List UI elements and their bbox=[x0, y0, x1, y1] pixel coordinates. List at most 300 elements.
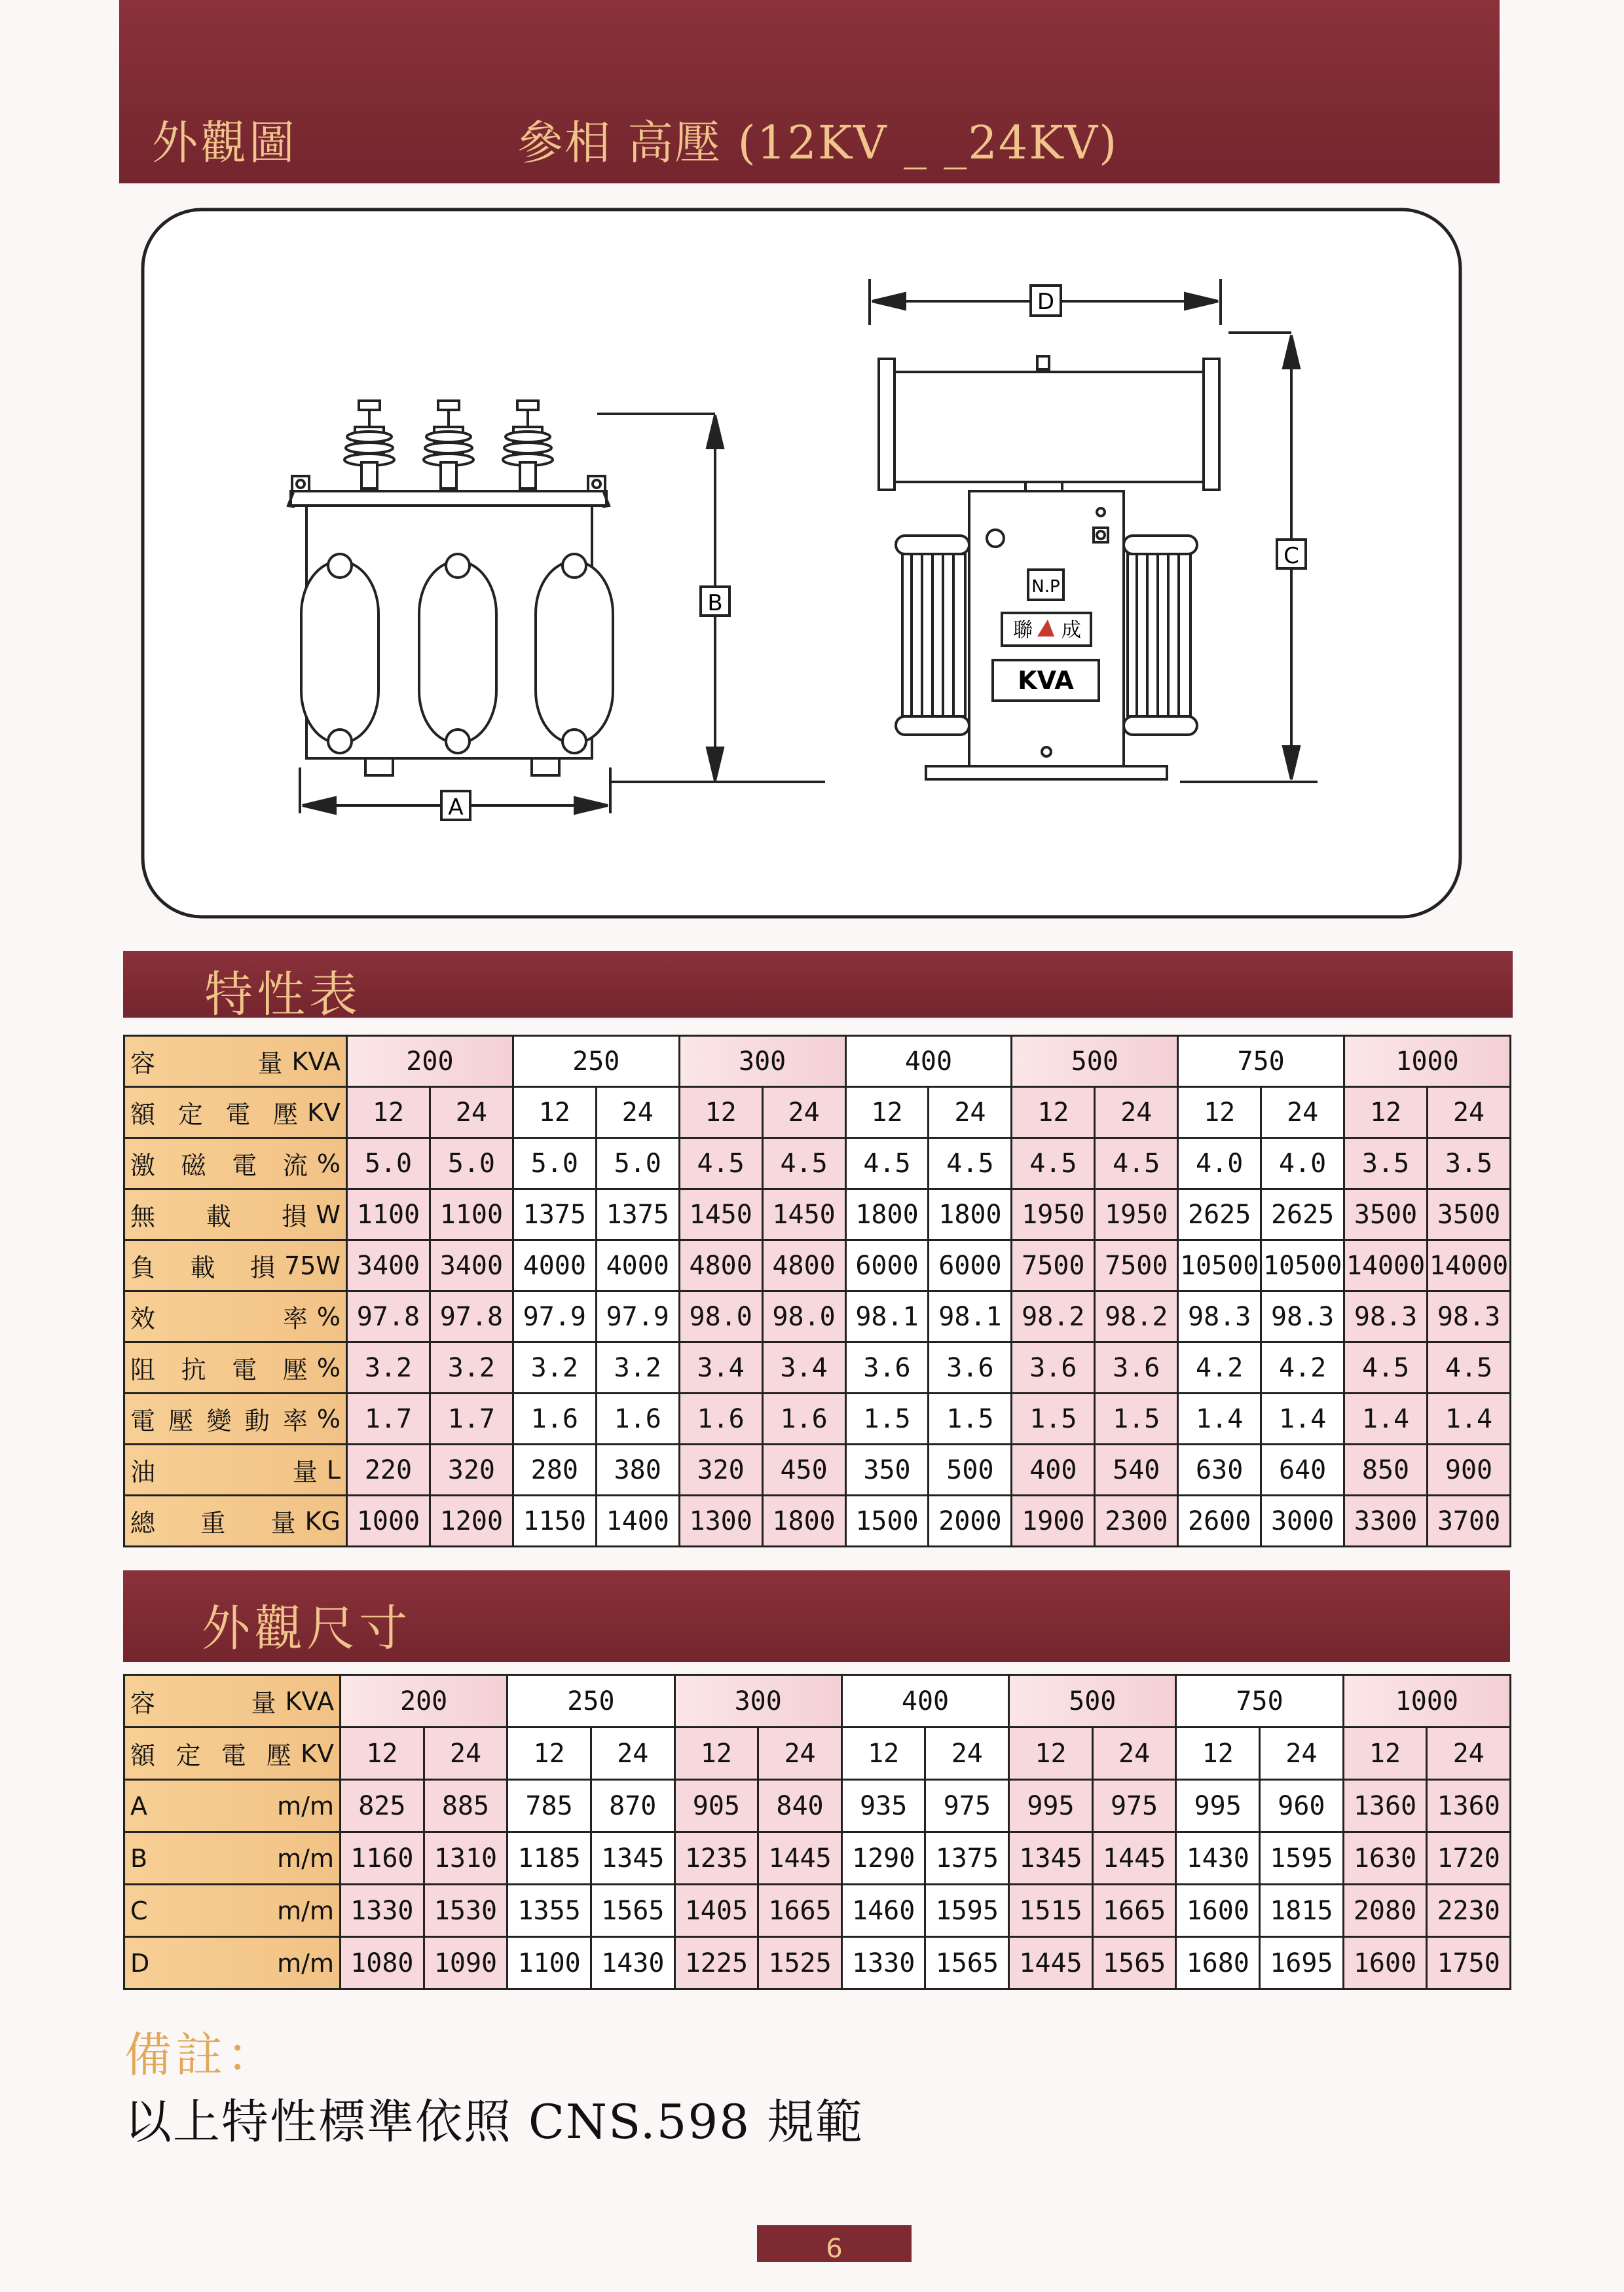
voltage-header: 12 bbox=[1009, 1728, 1093, 1780]
kva-plate bbox=[993, 660, 1099, 701]
table-row bbox=[124, 1445, 1511, 1496]
table-cell: 98.3 bbox=[1427, 1291, 1510, 1342]
table-row bbox=[124, 1394, 1511, 1445]
row-label-text: 容 量 bbox=[130, 1689, 276, 1718]
table-cell: 840 bbox=[758, 1780, 842, 1832]
row-unit: 75W bbox=[284, 1251, 341, 1280]
table-cell: 2625 bbox=[1261, 1189, 1344, 1240]
table-cell: 1150 bbox=[513, 1496, 596, 1547]
table-cell: 1460 bbox=[841, 1885, 925, 1937]
table-cell: 1360 bbox=[1343, 1780, 1427, 1832]
table-cell: 1000 bbox=[347, 1496, 430, 1547]
table-cell: 10500 bbox=[1261, 1240, 1344, 1291]
capacity-header: 400 bbox=[845, 1036, 1012, 1087]
table-cell: 1.4 bbox=[1344, 1394, 1428, 1445]
voltage-header: 12 bbox=[841, 1728, 925, 1780]
table-cell: 98.2 bbox=[1012, 1291, 1095, 1342]
table-cell: 3700 bbox=[1427, 1496, 1510, 1547]
table-cell: 98.3 bbox=[1178, 1291, 1261, 1342]
table-cell: 1300 bbox=[679, 1496, 762, 1547]
table-cell: 1430 bbox=[591, 1937, 674, 1989]
row-label bbox=[124, 1036, 347, 1087]
row-unit: m/m bbox=[277, 1791, 334, 1821]
table-cell: 1525 bbox=[758, 1937, 842, 1989]
table-cell: 1800 bbox=[929, 1189, 1012, 1240]
table-cell: 630 bbox=[1178, 1445, 1261, 1496]
table-cell: 4000 bbox=[513, 1240, 596, 1291]
table-cell: 1.6 bbox=[679, 1394, 762, 1445]
table-cell: 3.5 bbox=[1344, 1138, 1428, 1189]
table-cell: 220 bbox=[347, 1445, 430, 1496]
voltage-header: 12 bbox=[507, 1728, 591, 1780]
row-label-text: C bbox=[130, 1896, 148, 1925]
voltage-header: 24 bbox=[925, 1728, 1009, 1780]
table-cell: 1950 bbox=[1012, 1189, 1095, 1240]
table-cell: 1800 bbox=[845, 1189, 929, 1240]
row-unit: m/m bbox=[277, 1843, 334, 1873]
table-cell: 1225 bbox=[674, 1937, 758, 1989]
table-cell: 1360 bbox=[1427, 1780, 1511, 1832]
table-cell: 1430 bbox=[1176, 1832, 1260, 1885]
capacity-row bbox=[124, 1036, 1511, 1087]
svg-text:成: 成 bbox=[1061, 619, 1081, 642]
table-cell: 995 bbox=[1009, 1780, 1093, 1832]
table-cell: 1375 bbox=[925, 1832, 1009, 1885]
table-cell: 640 bbox=[1261, 1445, 1344, 1496]
dim-d-label bbox=[1031, 286, 1061, 316]
capacity-header: 250 bbox=[507, 1675, 674, 1728]
table-cell: 4.5 bbox=[762, 1138, 845, 1189]
table-cell: 10500 bbox=[1178, 1240, 1261, 1291]
table-cell: 1595 bbox=[1260, 1832, 1344, 1885]
table-cell: 1375 bbox=[513, 1189, 596, 1240]
table-cell: 1450 bbox=[679, 1189, 762, 1240]
table-cell: 97.8 bbox=[347, 1291, 430, 1342]
table-cell: 320 bbox=[679, 1445, 762, 1496]
table-cell: 1405 bbox=[674, 1885, 758, 1937]
table-cell: 5.0 bbox=[596, 1138, 679, 1189]
table-cell: 1400 bbox=[596, 1496, 679, 1547]
table-cell: 4.5 bbox=[845, 1138, 929, 1189]
table-cell: 4.2 bbox=[1178, 1342, 1261, 1394]
table-cell: 870 bbox=[591, 1780, 674, 1832]
table-row bbox=[124, 1885, 1511, 1937]
table-cell: 350 bbox=[845, 1445, 929, 1496]
row-unit: KV bbox=[301, 1739, 334, 1768]
table-cell: 540 bbox=[1095, 1445, 1178, 1496]
table-cell: 3.6 bbox=[1012, 1342, 1095, 1394]
table-cell: 3.6 bbox=[845, 1342, 929, 1394]
row-label bbox=[124, 1240, 347, 1291]
row-label-text: 阻 抗 電 壓 bbox=[130, 1356, 308, 1384]
header-title-left: 外觀圖 bbox=[152, 116, 297, 170]
table-cell: 1100 bbox=[347, 1189, 430, 1240]
capacity-header: 1000 bbox=[1343, 1675, 1510, 1728]
table-cell: 785 bbox=[507, 1780, 591, 1832]
row-label bbox=[124, 1087, 347, 1138]
header-band bbox=[119, 0, 1500, 183]
svg-text:A: A bbox=[448, 794, 464, 821]
table-cell: 1665 bbox=[758, 1885, 842, 1937]
row-label bbox=[124, 1675, 341, 1728]
capacity-header: 750 bbox=[1178, 1036, 1344, 1087]
table-cell: 1750 bbox=[1427, 1937, 1511, 1989]
table-cell: 1515 bbox=[1009, 1885, 1093, 1937]
table-cell: 1665 bbox=[1092, 1885, 1176, 1937]
row-label bbox=[124, 1394, 347, 1445]
table-cell: 1185 bbox=[507, 1832, 591, 1885]
table-cell: 1445 bbox=[1092, 1832, 1176, 1885]
voltage-header: 12 bbox=[1178, 1087, 1261, 1138]
capacity-header: 1000 bbox=[1344, 1036, 1511, 1087]
table-cell: 1100 bbox=[430, 1189, 513, 1240]
table-cell: 1530 bbox=[424, 1885, 507, 1937]
row-label-text: 油 量 bbox=[130, 1458, 318, 1487]
row-unit: W bbox=[316, 1200, 341, 1229]
table-cell: 97.9 bbox=[596, 1291, 679, 1342]
row-unit: m/m bbox=[277, 1896, 334, 1925]
table-cell: 1630 bbox=[1343, 1832, 1427, 1885]
table-cell: 1355 bbox=[507, 1885, 591, 1937]
table-cell: 1160 bbox=[341, 1832, 424, 1885]
table-cell: 1235 bbox=[674, 1832, 758, 1885]
table-cell: 1445 bbox=[1009, 1937, 1093, 1989]
voltage-header: 24 bbox=[1092, 1728, 1176, 1780]
table-cell: 2625 bbox=[1178, 1189, 1261, 1240]
voltage-header: 12 bbox=[347, 1087, 430, 1138]
row-label-text: 效 率 bbox=[130, 1304, 308, 1333]
voltage-header: 24 bbox=[1260, 1728, 1344, 1780]
table-row bbox=[124, 1240, 1511, 1291]
page-number: 6 bbox=[757, 2225, 912, 2262]
table-cell: 1720 bbox=[1427, 1832, 1511, 1885]
svg-text:C: C bbox=[1283, 543, 1299, 569]
table-cell: 1565 bbox=[591, 1885, 674, 1937]
table-cell: 3.2 bbox=[596, 1342, 679, 1394]
voltage-header: 24 bbox=[591, 1728, 674, 1780]
table-cell: 6000 bbox=[929, 1240, 1012, 1291]
table-cell: 4.5 bbox=[679, 1138, 762, 1189]
dim-b-label bbox=[701, 587, 729, 616]
table-cell: 1450 bbox=[762, 1189, 845, 1240]
voltage-header: 24 bbox=[424, 1728, 507, 1780]
row-unit: % bbox=[316, 1149, 341, 1178]
capacity-header: 200 bbox=[341, 1675, 507, 1728]
row-label-text: B bbox=[130, 1843, 148, 1873]
table-cell: 98.0 bbox=[679, 1291, 762, 1342]
spec-section-band bbox=[123, 951, 1513, 1023]
table-cell: 1.4 bbox=[1427, 1394, 1510, 1445]
svg-text:KVA: KVA bbox=[1018, 666, 1074, 695]
table-cell: 995 bbox=[1176, 1780, 1260, 1832]
table-cell: 3.2 bbox=[347, 1342, 430, 1394]
table-cell: 900 bbox=[1427, 1445, 1510, 1496]
table-cell: 4800 bbox=[762, 1240, 845, 1291]
table-cell: 3000 bbox=[1261, 1496, 1344, 1547]
capacity-header: 500 bbox=[1009, 1675, 1176, 1728]
table-cell: 3400 bbox=[430, 1240, 513, 1291]
table-cell: 1950 bbox=[1095, 1189, 1178, 1240]
row-label-text: 激 磁 電 流 bbox=[130, 1151, 308, 1180]
table-row bbox=[124, 1291, 1511, 1342]
svg-text:聯: 聯 bbox=[1013, 619, 1033, 642]
table-cell: 1600 bbox=[1176, 1885, 1260, 1937]
dim-section-title: 外觀尺寸 bbox=[202, 1600, 411, 1657]
table-row bbox=[124, 1937, 1511, 1989]
row-unit: KVA bbox=[285, 1686, 334, 1716]
table-cell: 5.0 bbox=[513, 1138, 596, 1189]
table-cell: 3.2 bbox=[430, 1342, 513, 1394]
voltage-header: 12 bbox=[1012, 1087, 1095, 1138]
voltage-row bbox=[124, 1087, 1511, 1138]
table-cell: 3300 bbox=[1344, 1496, 1428, 1547]
table-cell: 1900 bbox=[1012, 1496, 1095, 1547]
table-cell: 975 bbox=[1092, 1780, 1176, 1832]
table-cell: 4.0 bbox=[1261, 1138, 1344, 1189]
row-label-text: 電 壓 變 動 率 bbox=[130, 1407, 308, 1435]
table-cell: 5.0 bbox=[347, 1138, 430, 1189]
table-cell: 1345 bbox=[1009, 1832, 1093, 1885]
table-cell: 3.4 bbox=[762, 1342, 845, 1394]
table-row bbox=[124, 1832, 1511, 1885]
table-cell: 1290 bbox=[841, 1832, 925, 1885]
table-cell: 1080 bbox=[341, 1937, 424, 1989]
table-cell: 1815 bbox=[1260, 1885, 1344, 1937]
row-label-text: 額 定 電 壓 bbox=[130, 1741, 292, 1770]
table-cell: 4.5 bbox=[1427, 1342, 1510, 1394]
table-cell: 905 bbox=[674, 1780, 758, 1832]
table-cell: 1595 bbox=[925, 1885, 1009, 1937]
table-cell: 3.2 bbox=[513, 1342, 596, 1394]
dim-section-band bbox=[123, 1570, 1510, 1662]
table-cell: 4.5 bbox=[1095, 1138, 1178, 1189]
table-cell: 1.7 bbox=[347, 1394, 430, 1445]
table-cell: 4000 bbox=[596, 1240, 679, 1291]
row-label bbox=[124, 1291, 347, 1342]
svg-text:D: D bbox=[1037, 289, 1055, 315]
table-cell: 1565 bbox=[925, 1937, 1009, 1989]
table-cell: 1310 bbox=[424, 1832, 507, 1885]
table-cell: 380 bbox=[596, 1445, 679, 1496]
row-label-text: 總 重 量 bbox=[130, 1509, 296, 1538]
spec-table bbox=[123, 1035, 1511, 1547]
voltage-header: 12 bbox=[679, 1087, 762, 1138]
table-cell: 3.5 bbox=[1427, 1138, 1510, 1189]
voltage-header: 24 bbox=[758, 1728, 842, 1780]
table-cell: 450 bbox=[762, 1445, 845, 1496]
row-label bbox=[124, 1189, 347, 1240]
table-row bbox=[124, 1138, 1511, 1189]
table-cell: 1600 bbox=[1343, 1937, 1427, 1989]
table-cell: 4.5 bbox=[929, 1138, 1012, 1189]
voltage-header: 24 bbox=[929, 1087, 1012, 1138]
table-cell: 2000 bbox=[929, 1496, 1012, 1547]
voltage-header: 12 bbox=[1344, 1087, 1428, 1138]
table-cell: 2300 bbox=[1095, 1496, 1178, 1547]
table-cell: 2600 bbox=[1178, 1496, 1261, 1547]
svg-text:B: B bbox=[707, 590, 723, 616]
notes-title: 備註： bbox=[124, 2027, 278, 2082]
voltage-header: 24 bbox=[430, 1087, 513, 1138]
voltage-header: 12 bbox=[513, 1087, 596, 1138]
capacity-header: 300 bbox=[679, 1036, 845, 1087]
table-cell: 1500 bbox=[845, 1496, 929, 1547]
voltage-header: 24 bbox=[596, 1087, 679, 1138]
table-cell: 1090 bbox=[424, 1937, 507, 1989]
svg-text:N.P: N.P bbox=[1031, 577, 1060, 597]
brand-plate bbox=[1002, 613, 1091, 646]
table-cell: 1345 bbox=[591, 1832, 674, 1885]
table-cell: 1.5 bbox=[845, 1394, 929, 1445]
voltage-header: 12 bbox=[845, 1087, 929, 1138]
table-cell: 3400 bbox=[347, 1240, 430, 1291]
row-label-text: 容 量 bbox=[130, 1049, 283, 1078]
table-cell: 1.6 bbox=[762, 1394, 845, 1445]
table-cell: 1.4 bbox=[1261, 1394, 1344, 1445]
table-cell: 4.5 bbox=[1344, 1342, 1428, 1394]
voltage-header: 24 bbox=[1095, 1087, 1178, 1138]
table-cell: 98.2 bbox=[1095, 1291, 1178, 1342]
table-cell: 1330 bbox=[341, 1885, 424, 1937]
table-cell: 400 bbox=[1012, 1445, 1095, 1496]
table-cell: 7500 bbox=[1095, 1240, 1178, 1291]
table-cell: 98.0 bbox=[762, 1291, 845, 1342]
table-cell: 6000 bbox=[845, 1240, 929, 1291]
table-cell: 97.9 bbox=[513, 1291, 596, 1342]
table-cell: 2230 bbox=[1427, 1885, 1511, 1937]
dim-c-label bbox=[1277, 540, 1306, 569]
table-row bbox=[124, 1189, 1511, 1240]
table-cell: 7500 bbox=[1012, 1240, 1095, 1291]
table-cell: 850 bbox=[1344, 1445, 1428, 1496]
table-cell: 3.4 bbox=[679, 1342, 762, 1394]
table-row bbox=[124, 1342, 1511, 1394]
table-cell: 98.3 bbox=[1261, 1291, 1344, 1342]
table-cell: 3.6 bbox=[929, 1342, 1012, 1394]
capacity-header: 300 bbox=[674, 1675, 841, 1728]
row-label bbox=[124, 1885, 341, 1937]
capacity-row bbox=[124, 1675, 1511, 1728]
row-label-text: 無 載 損 bbox=[130, 1202, 307, 1231]
header-title-right: 參相 高壓 (12KV _ _24KV) bbox=[517, 116, 1118, 170]
table-cell: 1680 bbox=[1176, 1937, 1260, 1989]
table-cell: 1200 bbox=[430, 1496, 513, 1547]
capacity-header: 750 bbox=[1176, 1675, 1343, 1728]
row-unit: % bbox=[316, 1302, 341, 1331]
row-label bbox=[124, 1445, 347, 1496]
table-cell: 1.4 bbox=[1178, 1394, 1261, 1445]
row-label-text: 負 載 損 bbox=[130, 1253, 276, 1282]
table-cell: 935 bbox=[841, 1780, 925, 1832]
voltage-header: 24 bbox=[1427, 1728, 1511, 1780]
np-plate bbox=[1028, 570, 1063, 600]
table-cell: 1445 bbox=[758, 1832, 842, 1885]
row-label-text: A bbox=[130, 1791, 147, 1821]
table-cell: 280 bbox=[513, 1445, 596, 1496]
capacity-header: 500 bbox=[1012, 1036, 1178, 1087]
row-label-text: 額 定 電 壓 bbox=[130, 1100, 299, 1129]
voltage-row bbox=[124, 1728, 1511, 1780]
row-label bbox=[124, 1780, 341, 1832]
table-cell: 975 bbox=[925, 1780, 1009, 1832]
table-cell: 2080 bbox=[1343, 1885, 1427, 1937]
table-cell: 1.6 bbox=[513, 1394, 596, 1445]
table-cell: 1.5 bbox=[1095, 1394, 1178, 1445]
row-label bbox=[124, 1728, 341, 1780]
spec-section-title: 特性表 bbox=[204, 967, 361, 1023]
table-cell: 3500 bbox=[1344, 1189, 1428, 1240]
row-unit: % bbox=[316, 1353, 341, 1382]
dimension-table bbox=[123, 1674, 1511, 1990]
row-label bbox=[124, 1138, 347, 1189]
capacity-header: 200 bbox=[347, 1036, 513, 1087]
table-cell: 885 bbox=[424, 1780, 507, 1832]
table-cell: 14000 bbox=[1427, 1240, 1510, 1291]
row-label bbox=[124, 1832, 341, 1885]
row-label-text: D bbox=[130, 1948, 150, 1978]
voltage-header: 12 bbox=[341, 1728, 424, 1780]
table-cell: 1565 bbox=[1092, 1937, 1176, 1989]
table-cell: 960 bbox=[1260, 1780, 1344, 1832]
row-label bbox=[124, 1496, 347, 1547]
table-cell: 1695 bbox=[1260, 1937, 1344, 1989]
row-unit: KVA bbox=[291, 1046, 341, 1076]
table-cell: 1.5 bbox=[929, 1394, 1012, 1445]
voltage-header: 12 bbox=[674, 1728, 758, 1780]
table-cell: 1375 bbox=[596, 1189, 679, 1240]
table-cell: 1.7 bbox=[430, 1394, 513, 1445]
dim-a-label bbox=[441, 791, 470, 821]
table-cell: 1.6 bbox=[596, 1394, 679, 1445]
table-cell: 4.2 bbox=[1261, 1342, 1344, 1394]
table-cell: 4800 bbox=[679, 1240, 762, 1291]
table-cell: 1800 bbox=[762, 1496, 845, 1547]
table-cell: 98.1 bbox=[845, 1291, 929, 1342]
table-cell: 4.0 bbox=[1178, 1138, 1261, 1189]
row-unit: KV bbox=[307, 1098, 341, 1127]
table-cell: 3.6 bbox=[1095, 1342, 1178, 1394]
voltage-header: 12 bbox=[1343, 1728, 1427, 1780]
table-cell: 1100 bbox=[507, 1937, 591, 1989]
table-cell: 5.0 bbox=[430, 1138, 513, 1189]
capacity-header: 250 bbox=[513, 1036, 679, 1087]
table-cell: 3500 bbox=[1427, 1189, 1510, 1240]
table-row bbox=[124, 1496, 1511, 1547]
row-unit: L bbox=[326, 1455, 341, 1485]
voltage-header: 12 bbox=[1176, 1728, 1260, 1780]
table-cell: 320 bbox=[430, 1445, 513, 1496]
table-cell: 500 bbox=[929, 1445, 1012, 1496]
voltage-header: 24 bbox=[1261, 1087, 1344, 1138]
capacity-header: 400 bbox=[841, 1675, 1008, 1728]
table-cell: 1.5 bbox=[1012, 1394, 1095, 1445]
row-unit: KG bbox=[304, 1506, 341, 1536]
table-cell: 97.8 bbox=[430, 1291, 513, 1342]
notes-text: 以上特性標準依照 CNS.598 規範 bbox=[124, 2094, 864, 2149]
row-unit: % bbox=[316, 1404, 341, 1433]
row-unit: m/m bbox=[277, 1948, 334, 1978]
voltage-header: 24 bbox=[762, 1087, 845, 1138]
voltage-header: 24 bbox=[1427, 1087, 1510, 1138]
table-cell: 98.1 bbox=[929, 1291, 1012, 1342]
transformer-diagram bbox=[139, 204, 1468, 925]
table-cell: 1330 bbox=[841, 1937, 925, 1989]
row-label bbox=[124, 1937, 341, 1989]
table-cell: 4.5 bbox=[1012, 1138, 1095, 1189]
table-cell: 98.3 bbox=[1344, 1291, 1428, 1342]
table-cell: 825 bbox=[341, 1780, 424, 1832]
table-row bbox=[124, 1780, 1511, 1832]
